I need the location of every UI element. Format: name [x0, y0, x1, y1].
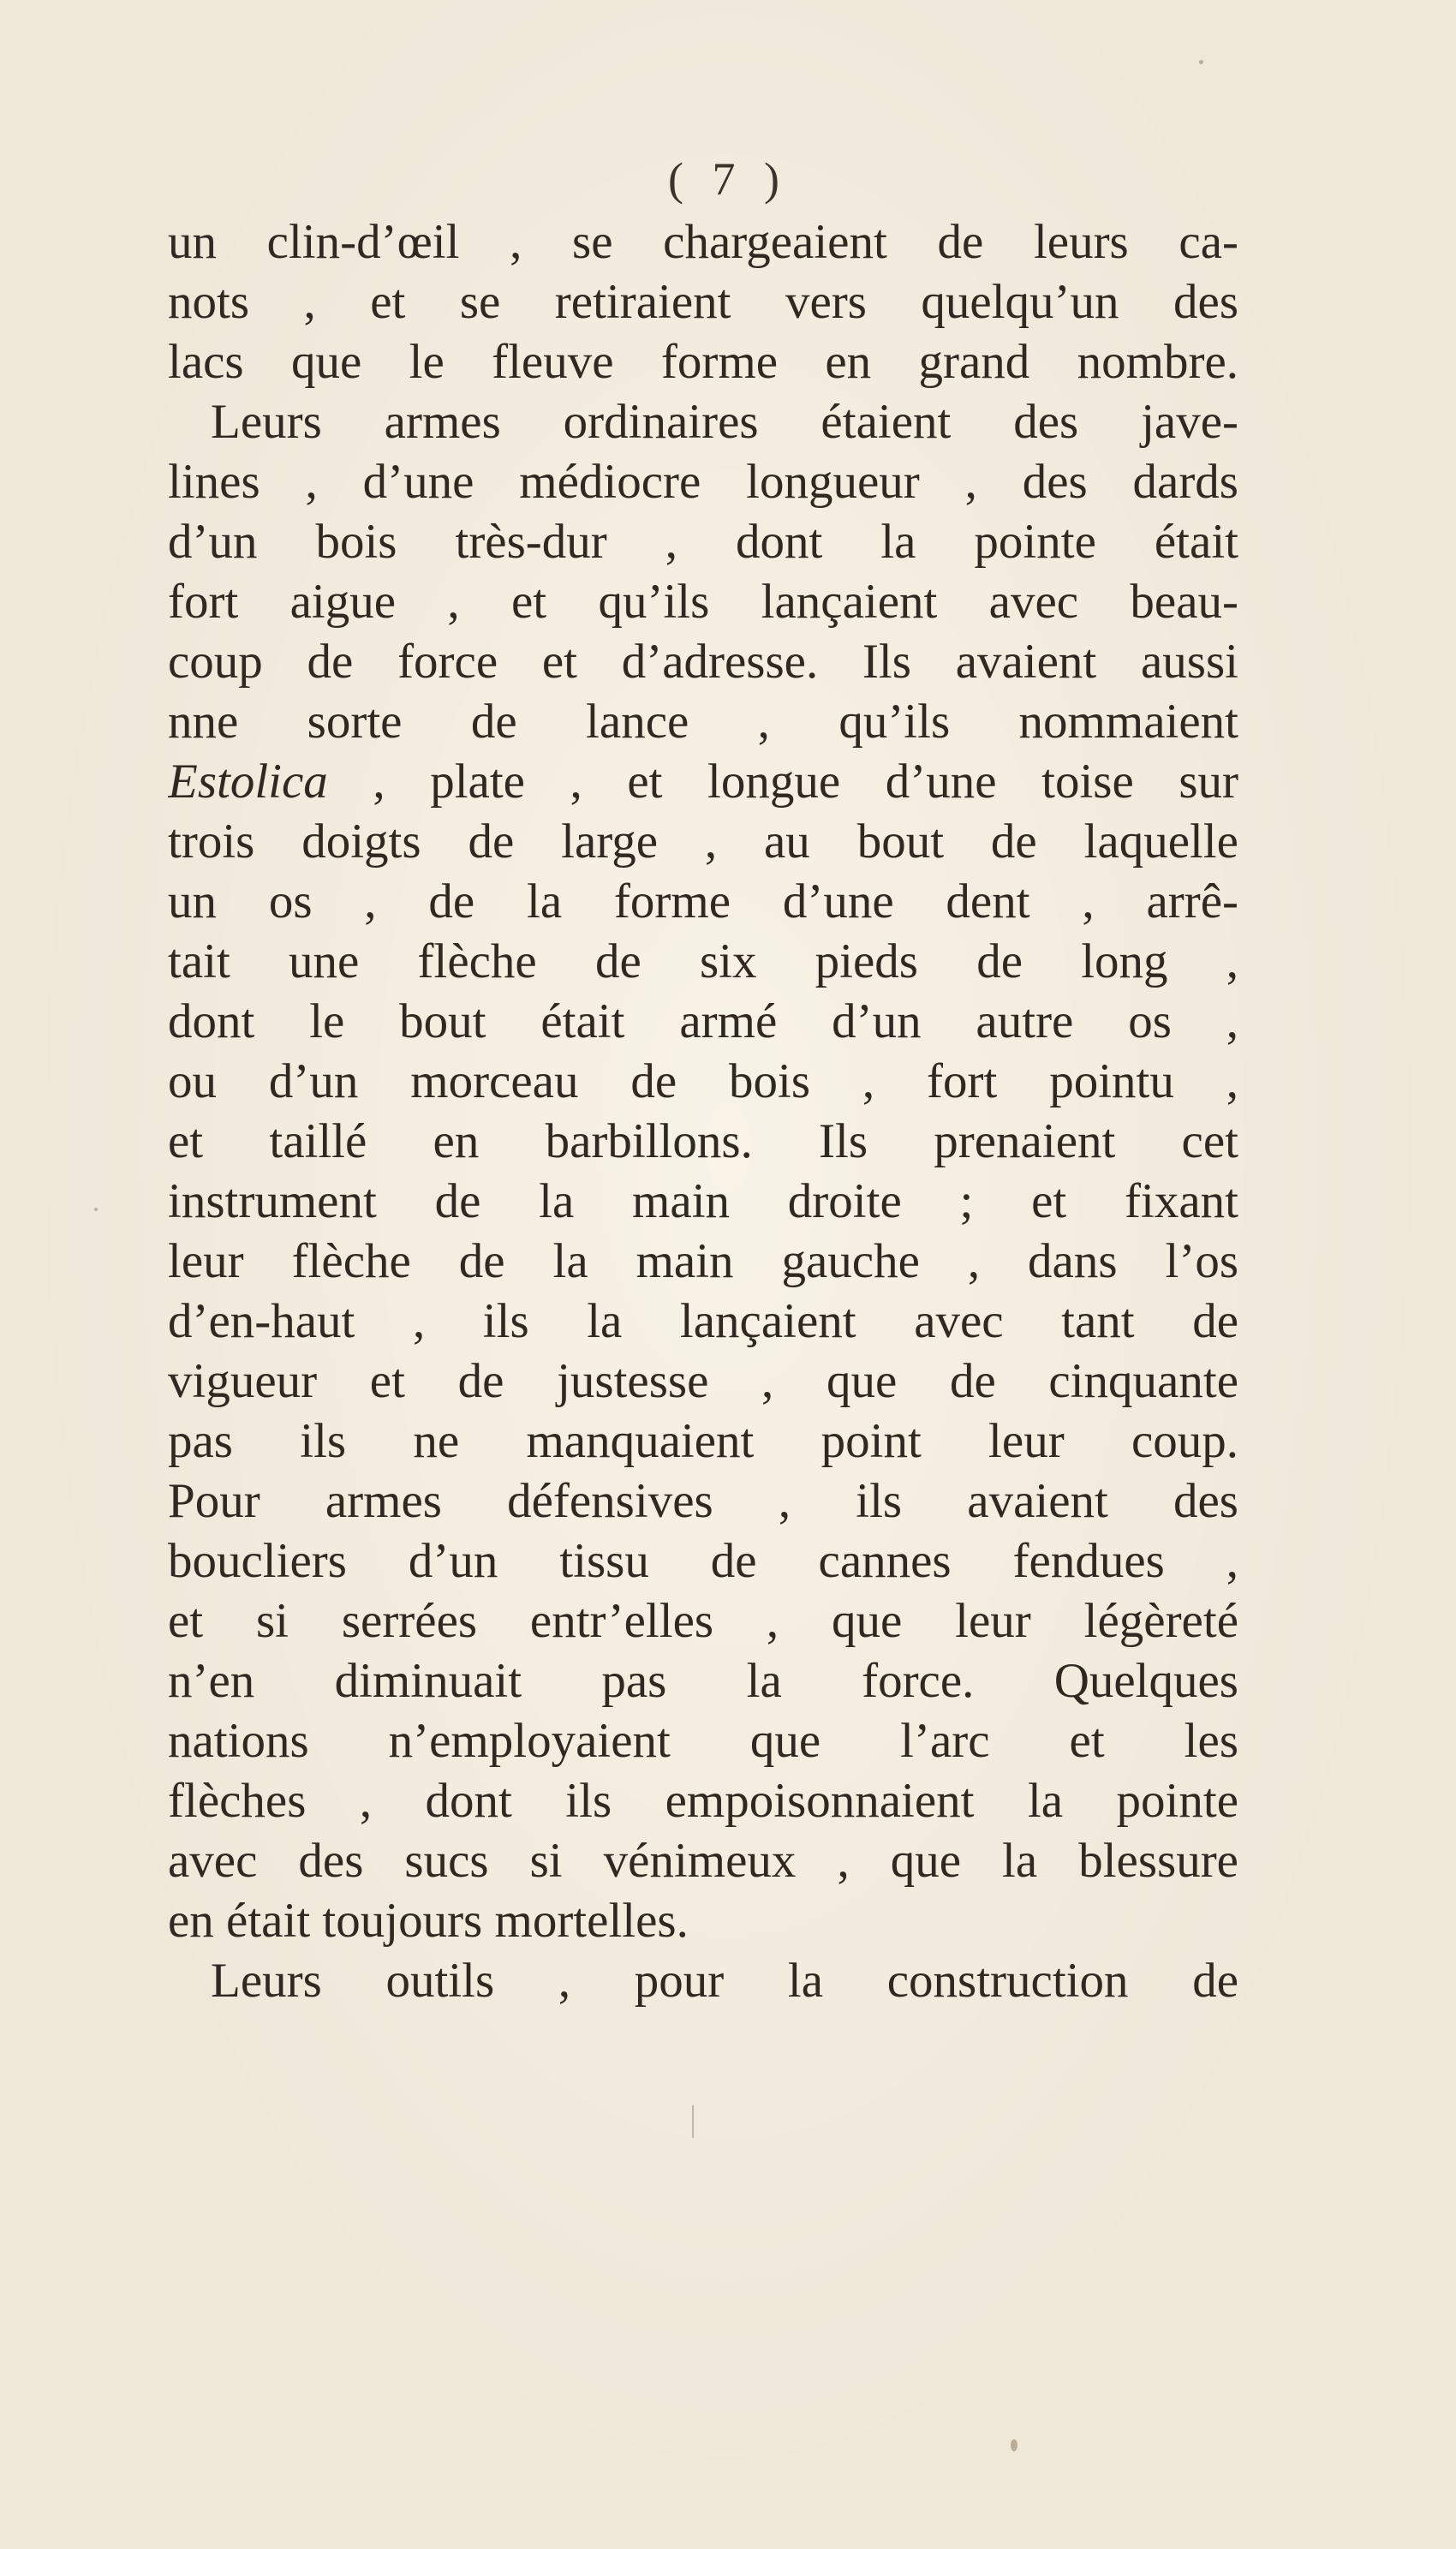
text-line-22: Pour armes défensives , ils avaient des — [168, 1474, 1238, 1528]
text-line-25: n’en diminuait pas la force. Quelques — [168, 1654, 1238, 1708]
paper-speck — [1199, 60, 1203, 64]
text-line-1: un clin-d’œil , se chargeaient de leurs ca- — [168, 215, 1238, 269]
text-line-6: d’un bois très-dur , dont la pointe était — [168, 515, 1238, 569]
text-line-28: avec des sucs si vénimeux , que la blessure — [168, 1834, 1238, 1888]
text-line-26: nations n’employaient que l’arc et les — [168, 1714, 1238, 1768]
paper-speck — [1011, 2439, 1017, 2451]
text-line-23: boucliers d’un tissu de cannes fendues , — [168, 1534, 1238, 1588]
text-line-17: instrument de la main droite ; et fixant — [168, 1174, 1238, 1228]
text-line-15: ou d’un morceau de bois , fort pointu , — [168, 1054, 1238, 1108]
text-line-21: pas ils ne manquaient point leur coup. — [168, 1414, 1238, 1468]
text-line-16: et taillé en barbillons. Ils prenaient cet — [168, 1114, 1238, 1168]
text-line-30: Leurs outils , pour la construction de — [211, 1954, 1238, 2008]
body-text — [168, 212, 1238, 2011]
paper-mark — [692, 2105, 694, 2138]
text-line-5: lines , d’une médiocre longueur , des dards — [168, 455, 1238, 509]
text-line-10 — [168, 752, 1238, 812]
page-number: ( 7 ) — [668, 153, 788, 205]
text-line-9: nne sorte de lance , qu’ils nommaient — [168, 695, 1238, 749]
text-line-4: Leurs armes ordinaires étaient des jave- — [211, 395, 1238, 449]
text-line-14: dont le bout était armé d’un autre os , — [168, 994, 1238, 1048]
text-line-8: coup de force et d’adresse. Ils avaient aussi — [168, 635, 1238, 689]
text-line-27: flèches , dont ils empoisonnaient la pointe — [168, 1774, 1238, 1828]
text-line-11: trois doigts de large , au bout de laquelle — [168, 815, 1238, 869]
text-line-7: fort aigue , et qu’ils lançaient avec beau- — [168, 575, 1238, 629]
text-line-20: vigueur et de justesse , que de cinquante — [168, 1354, 1238, 1408]
text-line-18: leur flèche de la main gauche , dans l’os — [168, 1234, 1238, 1288]
text-line-29: en était toujours mortelles. — [168, 1894, 689, 1948]
text-line-3: lacs que le fleuve forme en grand nombre. — [168, 335, 1238, 389]
text-line-10-rest: , plate , et longue d’une toise sur — [327, 755, 1238, 809]
text-line-19: d’en-haut , ils la lançaient avec tant de — [168, 1294, 1238, 1348]
estolica-term: Estolica — [168, 755, 328, 809]
text-line-2: nots , et se retiraient vers quelqu’un des — [168, 275, 1238, 329]
text-line-13: tait une flèche de six pieds de long , — [168, 934, 1238, 988]
text-line-24: et si serrées entr’elles , que leur légèreté — [168, 1594, 1238, 1648]
text-line-12: un os , de la forme d’une dent , arrê- — [168, 875, 1238, 928]
paper-speck — [94, 1208, 98, 1211]
